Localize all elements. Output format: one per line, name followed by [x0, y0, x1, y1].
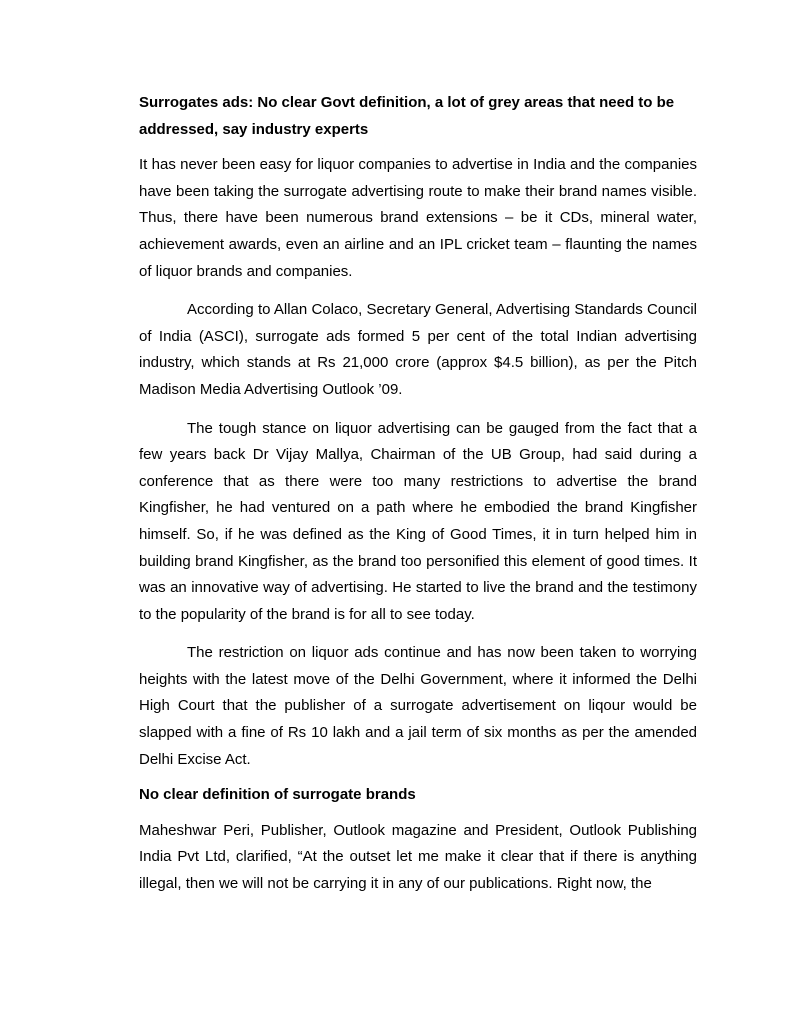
article-title: Surrogates ads: No clear Govt definition, a lot of grey areas that need to be addressed, say industry experts: [139, 94, 675, 138]
paragraph-1: It has never been easy for liquor companies to advertise in India and the companies have been taking the surrogate advertising route to make their brand names visible. Thus, there have been numerous brand extensions – be it CDs, mineral water, achievement awards, even an airline and an IPL cricket team – flaunting the names of liquor brands and companies.: [139, 156, 697, 280]
document-page: [139, 90, 697, 898]
paragraph-5: Maheshwar Peri, Publisher, Outlook magazine and President, Outlook Publishing India Pvt Ltd, clarified, “At the outset let me make it clear that if there is anything illegal, then we will not be carrying it in any of our publications. Right now, the: [139, 821, 697, 893]
paragraph-2: According to Allan Colaco, Secretary General, Advertising Standards Council of India (ASCI), surrogate ads formed 5 per cent of the total Indian advertising industry, which stands at Rs 21,000 crore (approx $4.5 billion), as per the Pitch Madison Media Advertising Outlook ’09.: [139, 301, 697, 398]
paragraph-3: The tough stance on liquor advertising can be gauged from the fact that a few years back Dr Vijay Mallya, Chairman of the UB Group, had said during a conference that as there were too many restrictions to advertise the brand Kingfisher, he had ventured on a path where he embodied the brand Kingfisher himself. So, if he was defined as the King of Good Times, it in turn helped him in building brand Kingfisher, as the brand too personified this element of good times. It was an innovative way of advertising. He started to live the brand and the testimony to the popularity of the brand is for all to see today.: [139, 419, 697, 623]
section-subheading: No clear definition of surrogate brands: [139, 786, 416, 804]
paragraph-4: The restriction on liquor ads continue and has now been taken to worrying heights with the latest move of the Delhi Government, where it informed the Delhi High Court that the publisher of a surrogate advertisement on liqour would be slapped with a fine of Rs 10 lakh and a jail term of six months as per the amended Delhi Excise Act.: [139, 644, 697, 768]
